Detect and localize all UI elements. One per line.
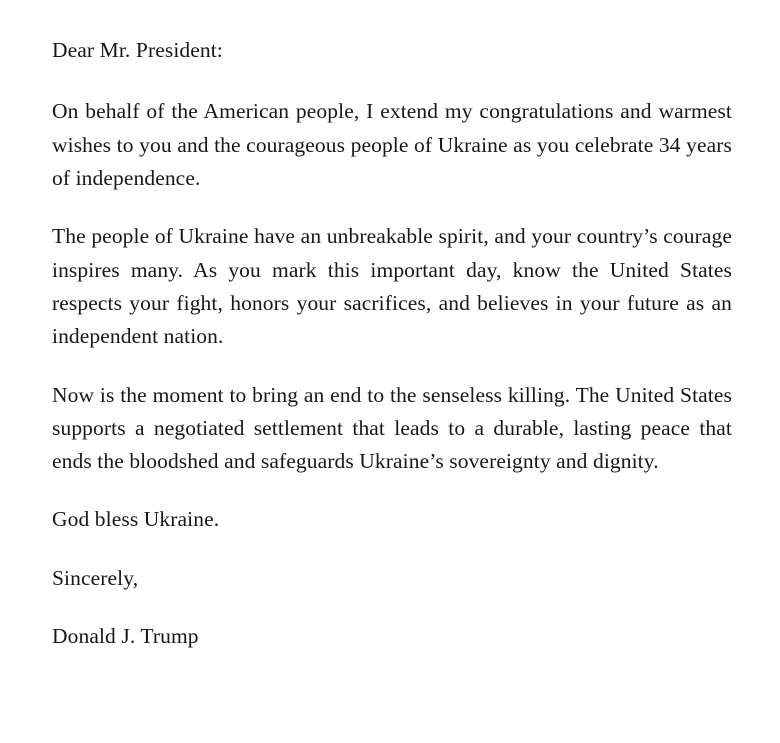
letter-blessing: God bless Ukraine. — [52, 507, 220, 532]
letter-closing: Sincerely, — [52, 565, 139, 590]
letter-paragraph-2: The people of Ukraine have an unbreakable spirit, and your country’s courage inspires many. As you mark this important day, know the United States respects your fight, honors your sacrifices, and believes in your future as an independent nation. — [52, 224, 732, 349]
letter-salutation: Dear Mr. President: — [52, 38, 223, 62]
letter-paragraph-1: On behalf of the American people, I extend my congratulations and warmest wishes to you and the courageous people of Ukraine as you celebrate 34 years of independence. — [52, 99, 732, 190]
letter-signature-name: Donald J. Trump — [52, 624, 199, 649]
letter-paragraph-3: Now is the moment to bring an end to the senseless killing. The United States supports a negotiated settlement that leads to a durable, lasting peace that ends the bloodshed and safeguards Ukraine’s sovereignty and dignity. — [52, 382, 732, 474]
